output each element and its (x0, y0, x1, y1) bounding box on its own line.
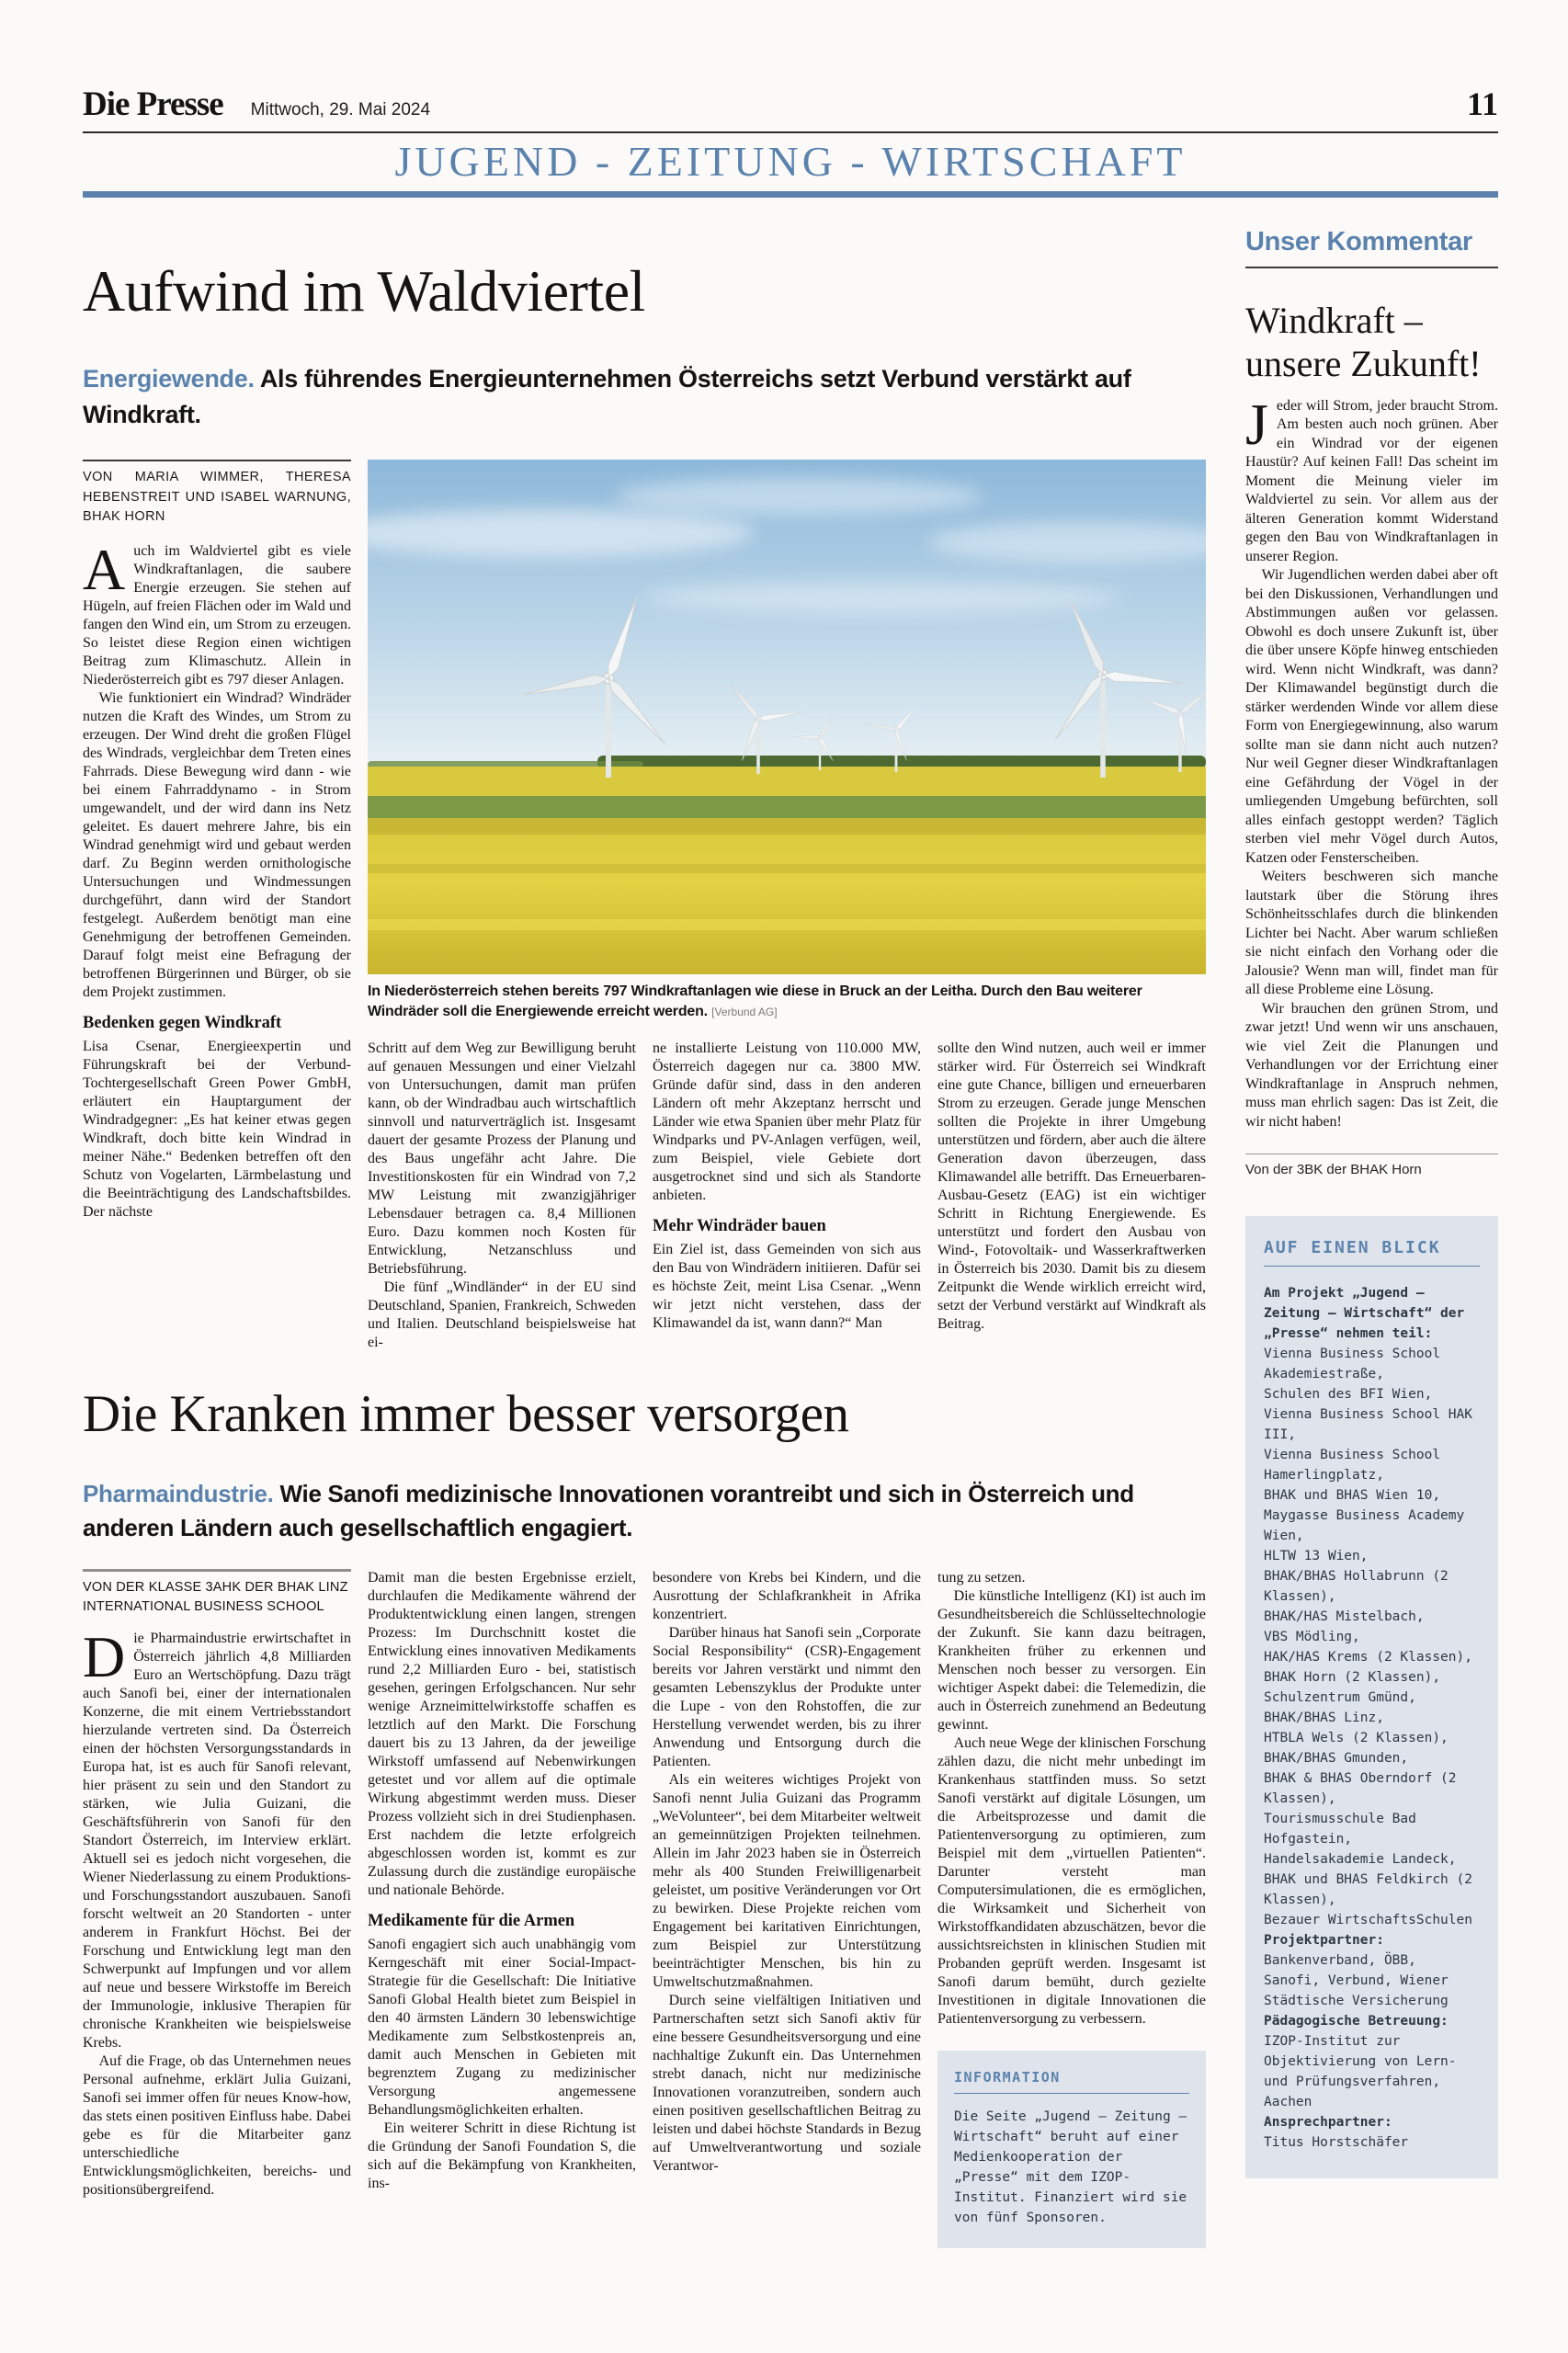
newspaper-brand: Die Presse (83, 85, 223, 123)
article1-kicker: Energiewende. (83, 365, 255, 393)
column-subhead: Mehr Windräder bauen (653, 1217, 826, 1236)
photo-credit: [Verbund AG] (711, 1005, 778, 1018)
glance-line: BHAK/BHAS Hollabrunn (2 Klassen), (1264, 1569, 1449, 1605)
article1-lead-text: Als führendes Energieunternehmen Österreichs setzt Verbund verstärkt auf Windkraft. (83, 365, 1131, 428)
glance-line: Projektpartner: (1264, 1933, 1384, 1949)
body-paragraph: Wir Jugendlichen werden dabei aber oft bei den Diskussionen, Verhandlungen und Abstimmungen außen vor gelassen. Obwohl es doch unsere Zukunft ist, über die über unsere Köpfe hinweg entschieden wird. Wenn nicht Windkraft, was dann? Der Klimawandel begünstigt durch die stärker werdenden Winde vor allem diese Form von Energiegewinnung, also warum sollte man sie dann nicht auch nutzen? Nur weil Gegner dieser Windkraftanlagen eine Gefährdung der Vögel in der umliegenden Umgebung befürchten, soll alles einfach gestoppt werden? Täglich sterben viel mehr Vögel durch Autos, Katzen oder Fensterscheiben. (1245, 567, 1498, 866)
article2-lead (83, 1477, 1206, 1545)
article2-lead-text: Wie Sanofi medizinische Innovationen vorantreibt und sich in Österreich und anderen Ländern auch gesellschaftlich engagiert. (83, 1479, 1134, 1541)
article2-column-4 (937, 1569, 1206, 2248)
body-paragraph: Durch seine vielfältigen Initiativen und Partnerschaften setzt sich Sanofi aktiv für eine bessere Gesundheitsversorgung und eine nachhaltige Zukunft ein. Das Unternehmen strebt danach, nicht nur medizinische Innovationen voranzutreiben, sondern auch einen positiven gesellschaftlichen Beitrag zu leisten und dabei höchste Standards in Bezug auf Umweltverantwortung und soziale Verantwor- (653, 1992, 921, 2174)
far-field (368, 767, 1206, 800)
information-box (937, 2051, 1206, 2248)
glance-line: BHAK und BHAS Feldkirch (2 Klassen), (1264, 1872, 1472, 1908)
photo-caption (368, 982, 1206, 1021)
article1-column-2 (368, 1040, 636, 1352)
glance-line: Vienna Business School Hamerlingplatz, (1264, 1448, 1441, 1483)
field-row (368, 919, 1206, 930)
glance-line: BHAK Horn (2 Klassen), (1264, 1670, 1441, 1686)
glance-line: Bezauer WirtschaftsSchulen (1264, 1913, 1472, 1928)
glance-line: BHAK/BHAS Gmunden, (1264, 1751, 1409, 1767)
body-paragraph: Sanofi engagiert sich auch unabhängig vom Kerngeschäft mit einer Social-Impact-Strategie für die Gesellschaft: Die Initiative Sanofi Global Health bietet zum Beispiel in den 40 ärmsten Ländern 30 lebenswichtige Medikamente zum Selbstkostenpreis an, damit auch Menschen in Gebieten mit begrenztem Zugang zu medizinischer Versorgung angemessene Behandlungsmöglichkeiten erhalten. (368, 1936, 636, 2118)
glance-line: BHAK/BHAS Linz, (1264, 1711, 1384, 1726)
body-paragraph: tung zu setzen. (937, 1569, 1026, 1586)
commentary-body (1245, 391, 1498, 1132)
article1-headline: Aufwind im Waldviertel (83, 257, 645, 324)
drop-cap: A (83, 537, 126, 603)
photo-caption-text: In Niederösterreich stehen bereits 797 Windkraftanlagen wie diese in Bruck an der Leitha. Durch den Bau weiterer Windräder soll die Energiewende erreicht werden. (368, 983, 1142, 1019)
glance-line: Am Projekt „Jugend – Zeitung – Wirtschaft“ der „Presse“ nehmen teil: (1264, 1286, 1465, 1342)
body-paragraph: Darüber hinaus hat Sanofi sein „Corporate Social Responsibility“ (CSR)-Engagement bereits vor Jahren verstärkt und nimmt den gesamten Lebenszyklus der Produkte unter die Lupe - von den Rohstoffen, die zur Herstellung verwendet werden, bis zu ihrer Anwendung und Entsorgung durch die Patienten. (653, 1624, 921, 1769)
article1-lead (83, 361, 1206, 432)
page-number: 11 (1466, 85, 1498, 122)
issue-date: Mittwoch, 29. Mai 2024 (250, 100, 431, 119)
body-paragraph: besondere von Krebs bei Kindern, und die Ausrottung der Schlafkrankheit in Afrika konzentriert. (653, 1569, 921, 1622)
glance-line: BHAK/HAS Mistelbach, (1264, 1609, 1425, 1625)
rapeseed-field (368, 818, 1206, 974)
glance-line: BHAK und BHAS Wien 10, (1264, 1488, 1441, 1504)
body-paragraph: ne installierte Leistung von 110.000 MW, Österreich dagegen nur ca. 3800 MW. Gründe dafür sind, dass in den anderen Ländern oft mehr Akzeptanz herrscht und Länder wie etwa Spanien über mehr Platz für Windparks und PV-Anlagen verfügen, weil, zum Beispiel, viele Gebiete dort ausgetrocknet sind und sich als Standorte anbieten. (653, 1040, 921, 1204)
main-content (83, 222, 1206, 2248)
glance-line: HTBLA Wels (2 Klassen), (1264, 1731, 1449, 1746)
body-paragraph: Damit man die besten Ergebnisse erzielt, durchlaufen die Medikamente während der Produktentwicklung einen langen, strengen Prozess: Im Durchschnitt kostet die Entwicklung eines innovativen Medikaments rund 2,2 Milliarden Euro - bei, statistisch gesehen, geringen Erfolgschancen. Nur sehr wenige Arzneimittelwirkstoffe schaffen es letztlich auf den Markt. Die Forschung dauert bis zu 13 Jahren, da der jeweilige Wirkstoff umfassend auf Nebenwirkungen getestet und vor allem auf die optimale Wirkung abgestimmt werden muss. Dieser Prozess vollzieht sich in drei Studienphasen. Erst nachdem die letzte erfolgreich abgeschlossen worden ist, kommt es zur Zulassung durch die zuständige europäische und nationale Behörde. (368, 1569, 636, 1898)
body-paragraph: Lisa Csenar, Energieexpertin und Führungskraft bei der Verbund-Tochtergesellschaft Green Power GmbH, erläutert ein Hauptargument der Windradgegner: „Es hat keiner etwas gegen Windkraft, doch bitte kein Windrad in meiner Nähe.“ Bedenken betreffen oft den Schutz von Vogelarten, Lärmbelastung und die Beeinträchtigung des Landschaftsbildes. Der nächste (83, 1039, 351, 1221)
article1-figure (368, 460, 1206, 1021)
glance-line: VBS Mödling, (1264, 1630, 1360, 1645)
article1-column-1 (83, 460, 351, 1352)
article2-byline: VON DER KLASSE 3AHK DER BHAK LINZ INTERNATIONAL BUSINESS SCHOOL (83, 1579, 348, 1614)
glance-box-list (1264, 1283, 1480, 2153)
field-row (368, 864, 1206, 873)
glance-line: Pädagogische Betreuung: (1264, 2014, 1449, 2029)
glance-line: IZOP-Institut zur Objektivierung von Lern- und Prüfungsverfahren, Aachen (1264, 2034, 1457, 2110)
cloud (616, 478, 983, 515)
information-box-title: INFORMATION (954, 2068, 1061, 2086)
glance-line: Ansprechpartner: (1264, 2115, 1392, 2131)
glance-line: HLTW 13 Wien, (1264, 1549, 1369, 1564)
body-paragraph: Weiters beschweren sich manche lautstark über die Störung ihres Schönheitsschlafes durch die blinkenden Lichter bei Nacht. Aber warum schließen sie nicht einfach den Vorhang oder die Jalousie? Wenn man will, findet man für all diese Probleme eine Lösung. (1245, 869, 1498, 998)
article2-column-3 (653, 1569, 921, 2248)
information-box-rule (954, 2093, 1189, 2094)
grass-strip (368, 796, 1206, 820)
sidebar (1245, 222, 1498, 2248)
body-paragraph: Wie funktioniert ein Windrad? Windräder nutzen die Kraft des Windes, um Strom zu erzeugen. Der Wind dreht die großen Flügel des Windrads, vergleichbar dem Treten eines Fahrrads. Diese Bewegung wird dann - wie bei einem Fahrraddynamo - in Strom umgewandelt, und der wird dann ins Netz geleitet. Es dauert mehrere Jahre, bis ein Windrad genehmigt wird und gebaut werden darf. Zu Beginn werden ornithologische Untersuchungen und Windmessungen durchgeführt, dann wird der Standort festgelegt. Außerdem benötigt man eine Genehmigung der betroffenen Gemeinden. Darauf folgt meist eine Befragung der betroffenen Bürgerinnen und Bürger, ob sie dem Projekt zustimmen. (83, 690, 351, 1001)
glance-line: Handelsakademie Landeck, (1264, 1852, 1457, 1868)
article1-column-3 (653, 1040, 921, 1352)
column-subhead: Medikamente für die Armen (368, 1911, 575, 1930)
wind-turbine-field-photo (368, 460, 1206, 974)
field-row (368, 818, 1206, 835)
glance-line: Vienna Business School Akademiestraße, (1264, 1347, 1441, 1382)
cloud (643, 581, 1121, 614)
treeline (597, 756, 1206, 768)
body-paragraph: Die künstliche Intelligenz (KI) ist auch im Gesundheitsbereich die Schlüsseltechnologie der Zukunft. Sie kann dazu beitragen, Krankheiten früher zu erkennen und Menschen noch besser zu versorgen. Ein wichtiger Aspekt dabei: die Telemedizin, die auch in Österreich zunehmend an Bedeutung gewinnt. (937, 1587, 1206, 1733)
article1-column-4 (937, 1040, 1206, 1352)
glance-box-title: AUF EINEN BLICK (1264, 1238, 1441, 1258)
masthead-rule (83, 131, 1498, 133)
glance-line: HAK/HAS Krems (2 Klassen), (1264, 1650, 1472, 1665)
byline-rule (83, 1569, 351, 1572)
column-subhead: Bedenken gegen Windkraft (83, 1014, 282, 1033)
article1-byline: VON MARIA WIMMER, THERESA HEBENSTREIT UND ISABEL WARNUNG, BHAK HORN (83, 469, 351, 525)
body-paragraph: Ein weiterer Schritt in diese Richtung ist die Gründung der Sanofi Foundation S, die sich auf die Bekämpfung von Krankheiten, ins- (368, 2120, 636, 2191)
body-paragraph: sollte den Wind nutzen, auch weil er immer stärker wird. Für Österreich sei Windkraft eine gute Chance, billigen und erneuerbaren Strom zu erzeugen. Gerade junge Menschen sollten die Projekte in ihrer Umgebung unterstützen und fördern, aber auch die ältere Generation davon überzeugen, dass Klimawandel alle betrifft. Das Erneuerbaren-Ausbau-Gesetz (EAG) ist ein wichtiger Schritt in Richtung Energiewende. Es unterstützt und fordert den Ausbau von Wind-, Fotovoltaik- und Wasserkraftwerken in Österreich bis 2030. Damit bis zu diesem Zeitpunkt die Wende wirklich erreicht wird, setzt der Verbund verstärkt auf Windkraft als Beitrag. (937, 1040, 1206, 1333)
drop-cap: D (83, 1623, 126, 1689)
body-paragraph: Auch im Waldviertel gibt es viele Windkraftanlagen, die saubere Energie erzeugen. Sie stehen auf Hügeln, auf freien Flächen oder im Wald und fangen den Wind ein, um Strom zu erzeugen. So leistet diese Region einen wichtigen Beitrag zum Klimaschutz. Allein in Niederösterreich gibt es 797 dieser Anlagen. (83, 537, 351, 688)
glance-line: Tourismusschule Bad Hofgastein, (1264, 1812, 1416, 1847)
commentary-rule (1245, 267, 1498, 268)
glance-line: Titus Horstschäfer (1264, 2135, 1409, 2151)
article2-column-1 (83, 1569, 351, 2248)
body-paragraph: Auch neue Wege der klinischen Forschung zählen dazu, die nicht mehr unbedingt im Krankenhaus stattfinden muss. So setzt Sanofi verstärkt auf digitale Lösungen, um die Arbeitsprozesse und damit die Patientenversorgung zu optimieren, zum Beispiel mit dem „virtuellen Patienten“. Darunter versteht man Computersimulationen, die es ermöglichen, die Wirksamkeit und Sicherheit von Wirkstoffkandidaten abzuschätzen, bevor die aussichtsreichsten in klinischen Studien mit Probanden geprüft werden. Insgesamt ist Sanofi darum bemüht, durch gezielte Investitionen in digitale Innovationen die Patientenversorgung zu verbessern. (937, 1734, 1206, 2027)
body-paragraph: Wir brauchen den grünen Strom, und zwar jetzt! Und wenn wir uns anschauen, wie viel Zeit die Planungen und Verhandlungen vor der Errichtung einer Windkraftanlage in Anspruch nehmen, muss man ehrlich sagen: Das ist Zeit, die wir nicht haben! (1245, 1000, 1498, 1130)
drop-cap: J (1245, 391, 1268, 457)
article2-kicker: Pharmaindustrie. (83, 1479, 274, 1507)
information-box-text: Die Seite „Jugend – Zeitung – Wirtschaft“ beruht auf einer Medienkooperation der „Presse“ mit dem IZOP-Institut. Finanziert wird sie von fünf Sponsoren. (954, 2109, 1187, 2225)
article-pharma (83, 1387, 1206, 2247)
glance-box (1245, 1216, 1498, 2178)
masthead (83, 85, 1498, 124)
commentary-title: Windkraft – unsere Zukunft! (1245, 300, 1482, 385)
body-paragraph: Ein Ziel ist, dass Gemeinden von sich aus den Bau von Windrädern initiieren. Dafür sei es höchste Zeit, meint Lisa Csenar. „Wenn wir jetzt nicht verstehen, dass der Klimawandel da ist, wann dann?“ Man (653, 1242, 921, 1332)
commentary-signoff: Von der 3BK der BHAK Horn (1245, 1162, 1422, 1178)
glance-line: Vienna Business School HAK III, (1264, 1407, 1472, 1443)
body-paragraph: Die fünf „Windländer“ in der EU sind Deutschland, Spanien, Frankreich, Schweden und Italien. Deutschland beispielsweise hat ei- (368, 1279, 636, 1351)
body-paragraph: Die Pharmaindustrie erwirtschaftet in Österreich jährlich 4,8 Milliarden Euro an Wertschöpfung. Dazu trägt auch Sanofi bei, einer der internationalen Konzerne, die mit einem Vertriebsstandort hierzulande vertreten sind. Da Österreich einen der höchsten Versorgungsstandards in Europa hat, ist es auch für Sanofi relevant, hier präsent zu sein und den Standort zu stärken, wie Julia Guizani, die Geschäftsführerin von Sanofi für den Standort Österreich, im Interview erklärt. Aktuell sei es jedoch nicht vorgesehen, die Wiener Niederlassung zu einem Produktions- und Forschungsstandort auszubauen. Sanofi forscht weltweit an 20 Standorten - unter anderem in Frankfurt Höchst. Bei der Forschung und Entwicklung legt man den Schwerpunkt auf Impfungen und vor allem auf neue und bessere Wirkstoffe im Bereich der Immunologie, inklusive Therapien für chronische Krankheiten wie beispielsweise Krebs. (83, 1623, 351, 2051)
body-paragraph: Auf die Frage, ob das Unternehmen neues Personal aufnehme, erklärt Julia Guizani, Sanofi sei immer offen für neues Know-how, das stets einen positiven Einfluss habe. Dabei gebe es für die Mitarbeiter ganz unterschiedliche Entwicklungsmöglichkeiten, bereichs- und positionsübergreifend. (83, 2052, 351, 2198)
article2-headline: Die Kranken immer besser versorgen (83, 1385, 849, 1444)
article2-column-2 (368, 1569, 636, 2248)
glance-box-rule (1264, 1266, 1480, 1267)
body-paragraph: Schritt auf dem Weg zur Bewilligung beruht auf genauen Messungen und einer Vielzahl von Untersuchungen, damit man prüfen kann, ob der Windradbau auch wirtschaftlich sinnvoll und naturverträglich ist. Insgesamt dauert der gesamte Prozess der Planung und des Baus ungefähr acht Jahre. Die Investitionskosten für ein Windrad von 7,2 MW Leistung mit zwanzigjähriger Lebensdauer betragen ca. 8,4 Millionen Euro. Dazu kommen noch Kosten für Entwicklung, Netzanschluss und Betriebsführung. (368, 1040, 636, 1278)
glance-line: Schulzentrum Gmünd, (1264, 1690, 1416, 1706)
glance-line: Maygasse Business Academy Wien, (1264, 1508, 1465, 1544)
commentary-label: Unser Kommentar (1245, 227, 1472, 256)
body-paragraph: Als ein weiteres wichtiges Projekt von Sanofi nennt Julia Guizani das Programm „WeVolunteer“, bei dem Mitarbeiter weltweit an gemeinnützigen Projekten teilnehmen. Allein im Jahr 2023 haben sie in Österreich mehr als 400 Stunden Freiwilligenarbeit geleistet, um positive Veränderungen vor Ort zu bewirken. Diese Projekte reichen vom Engagement bei karitativen Einrichtungen, zum Beispiel zur Unterstützung beeinträchtigter Menschen, bis hin zu Umweltschutzmaßnahmen. (653, 1771, 921, 1990)
glance-line: BHAK & BHAS Oberndorf (2 Klassen), (1264, 1771, 1457, 1807)
section-rule (83, 191, 1498, 198)
byline-rule (83, 460, 351, 461)
article-windkraft (83, 257, 1206, 1352)
glance-line: Schulen des BFI Wien, (1264, 1387, 1433, 1403)
body-paragraph: Jeder will Strom, jeder braucht Strom. Am besten auch noch grünen. Aber ein Windrad vor der eigenen Haustür? Auf keinen Fall! Das scheint im Moment die Meinung vieler im Waldviertel zu sein. Vor allem aus der älteren Generation kommt Widerstand gegen den Bau von Windkraftanlagen in unserer Region. (1245, 391, 1498, 564)
glance-line: Bankenverband, ÖBB, Sanofi, Verbund, Wiener Städtische Versicherung (1264, 1953, 1449, 2009)
section-banner: JUGEND - ZEITUNG - WIRTSCHAFT (394, 138, 1187, 185)
